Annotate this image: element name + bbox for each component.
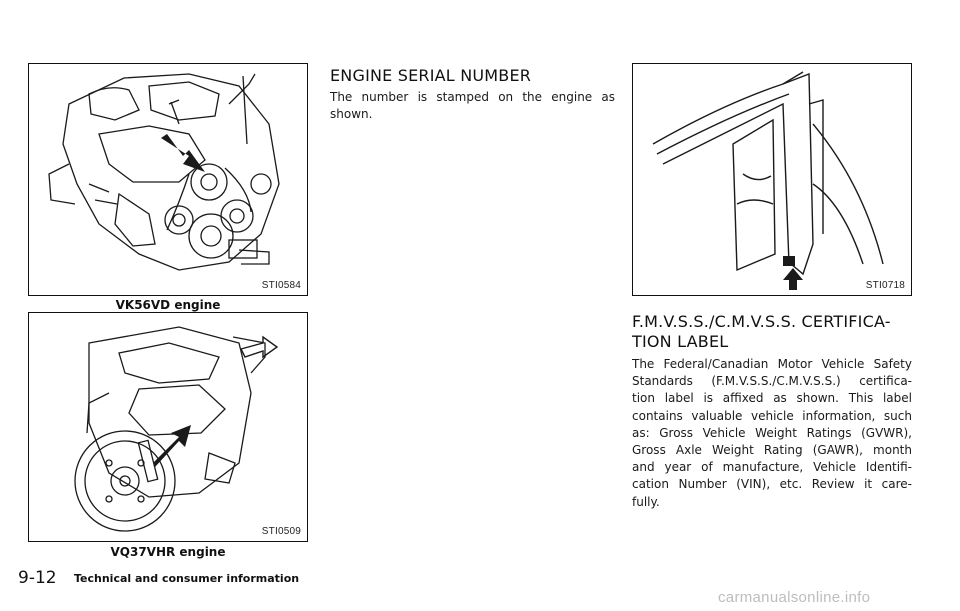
figure-door-label [632, 63, 912, 296]
figure-vq37vhr-engine [28, 312, 308, 542]
figure-id: STI0718 [865, 280, 905, 291]
text-line: The Federal/Canadian Motor Vehicle Safety [632, 357, 912, 371]
text-line: and year of manufacture, Vehicle Identifi- [632, 460, 912, 475]
text-line: tion label is affixed as shown. This label [632, 391, 912, 406]
text-line: contains valuable vehicle information, such [632, 408, 912, 423]
text-line: Standards (F.M.V.S.S./C.M.V.S.S.) certifica- [632, 374, 912, 389]
section-heading-line1: F.M.V.S.S./C.M.V.S.S. CERTIFICA- [632, 312, 891, 331]
figure-vk56vd-engine [28, 63, 308, 296]
figure-id: STI0584 [261, 280, 301, 291]
section-heading-line2: TION LABEL [632, 332, 729, 351]
figure-caption: VQ37VHR engine [110, 545, 226, 559]
vq37vhr-engine-illustration [29, 313, 306, 540]
figure-id: STI0509 [261, 526, 301, 537]
text-line: as: Gross Vehicle Weight Ratings (GVWR), [632, 425, 912, 440]
body-text: The number is stamped on the engine as shown. [330, 90, 615, 122]
watermark: carmanualsonline.info [718, 589, 871, 606]
door-pillar-illustration [633, 64, 910, 294]
text-line: cation Number (VIN), etc. Review it care- [632, 477, 912, 492]
vk56vd-engine-illustration [29, 64, 306, 294]
body-text [632, 356, 912, 511]
arrow-icon [161, 134, 205, 172]
arrow-icon [153, 425, 191, 467]
section-heading: ENGINE SERIAL NUMBER [330, 66, 532, 85]
section-title: Technical and consumer information [74, 572, 300, 585]
page-number: 9-12 [18, 568, 57, 588]
figure-caption: VK56VD engine [115, 298, 221, 312]
text-line: Gross Axle Weight Rating (GAWR), month [632, 443, 912, 458]
text-line: fully. [632, 494, 660, 509]
